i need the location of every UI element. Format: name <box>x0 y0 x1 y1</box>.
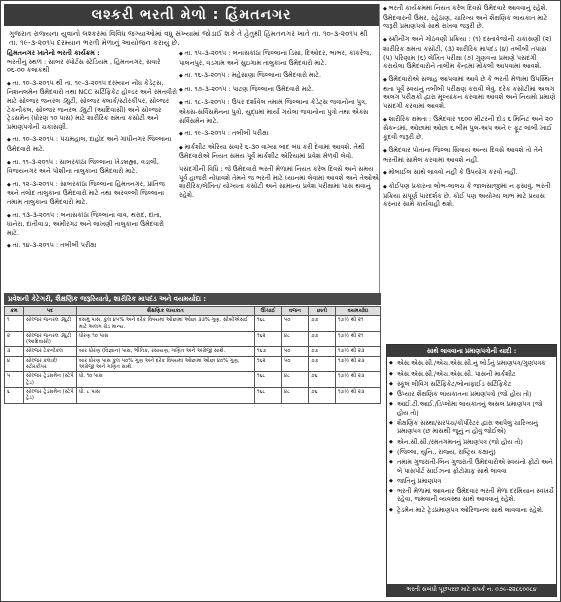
document-item: ◆ આઈ.ટી.આઈ./ડિપ્લોમા લાયકાતનું અસલ પ્રમાણપત્ર (જો હોય તો) <box>397 400 556 417</box>
table-cell: ૧૬૮ <box>255 372 282 388</box>
document-item: ◆ જાતિનું પ્રમાણપત્ર <box>397 477 556 485</box>
schedule-item: ◆ તા. ૧૪-૩-૨૦૧૫ : તબીબી પરીક્ષા <box>7 241 177 251</box>
documents-list <box>387 359 556 514</box>
col-header: ક્રમ <box>5 307 24 316</box>
contact-footer: ભરતી સંબંધી પૂછપરછ માટે સંપર્ક ન. ૦૭૯-૨૨૮૬૦૦૮૪ <box>387 584 556 596</box>
instruction-item: ◆ સ્ક્રીનીંગ અને ગોઠવણી પ્રક્રિયા : (૧) દસ્તાવેજોની ચકાસણી (૨) શારીરિક ક્ષમતા કસોટી, (૩) શારીરિક માપદંડ (૪) તબીબી તપાસ (પ) પરિણામ (૬) લેખિત પરીક્ષા (૭) ગુણવત્તા પ્રમાણે પસંદગી કરાયેલા ઉમેદવારોને તાલીમ કેન્દ્રમાં મોકલી આપવામાં આવશે. <box>383 35 557 71</box>
table-row <box>5 387 381 403</box>
middle-column <box>179 49 379 203</box>
schedule-item: ◆ તા. ૧૫-૩-૨૦૧૫ : બનાસકાંઠા જિલ્લાના ડિસા, દિઓદર, ભાભર, કાંકરેજ, પાલનપુર, વડગામ અને સુઇગામ તાલુકાના ઉમેદવારો માટે. <box>179 49 379 67</box>
table-cell: ૬ <box>5 387 24 403</box>
table-row <box>5 356 381 372</box>
col-header: વજન <box>282 307 309 316</box>
venue-text: ભરતીનું સ્થળ : સાબર સ્પોર્ટસ સ્ટેડિયમ , હિંમતનગર, સવારે ૦૬-૦૦ કલાકથી <box>7 57 161 75</box>
schedule-item: ◆ તા. ૧૦-૩-૨૦૧૫ થી તા. ૧૯-૩-૨૦૧૫ દરમ્યાન નોંધ કેડેટ્સ, નિશનલમેન ઉમેદવારો તથા NCC સર્ટિફિકેટ હોલ્ડર અને રમતવીરો માટે સોલ્જર જનરલ ડ્યુટી, સોલ્જર ક્લાર્ક/સ્ટોરકીપર, સોલ્જર ટેકનીકલ, સોલ્જર જનરલ ડ્યુટી (આદિવાસી) અને સોલ્જર ટ્રેડસમેન (ધોરણ ૧૦ પાસ) માટે શારીરિક ક્ષમતા કસોટી અને પ્રમાણપત્રોની ચકાસણી. <box>7 79 177 132</box>
document-item: ◆ એસ.એસ.સી./એચ.એસ.સી.નું બોર્ડનું પ્રમાણપત્ર/ગુણપત્રક <box>397 359 556 367</box>
table-cell: બાર ધોરણ પાસ કુલ ૫૦% ગુણ અને દરેક વિષયમાં ઓછામાં ઓછા ૪૦% ગુણ, અંગ્રેજી અને ગણિત સાથે. <box>77 356 255 372</box>
left-column <box>7 49 177 255</box>
table-cell: ૧ <box>5 316 24 332</box>
table-title: પ્રવેશની કેટેગરી, શૈક્ષણિક જરૂરિયાતો, શારીરિક માપદંડ અને વયમર્યાદા : <box>4 293 381 305</box>
table-cell: ૧૬૭ <box>255 347 282 356</box>
table-cell: સોલ્જર ટેકનીકલ <box>24 347 77 356</box>
table-cell: ધો. ૮ પાસ <box>77 387 255 403</box>
schedule-heading: હિંમતનગર ખાતેનો ભરતી કાર્યક્રમ : <box>7 49 100 57</box>
document-item: ◆ શૈક્ષણિક સંસ્થા/સરપંચ/કોર્પોરેટર દ્વારા આપેલું ચારિત્ર્યનું પ્રમાણપત્ર (છ માસથી જૂનું ન હોવું જોઈએ) <box>397 419 556 436</box>
table-row <box>5 331 381 347</box>
col-header: ઊંચાઈ <box>255 307 282 316</box>
instruction-item: ◆ ઉમેદવારોએ સલાહ આપવામાં આવે છે કે ભરતી મેળામાં ઉપસ્થિત થતા પૂર્વે સ્વયંનું તબીબી પરીક્ષણ કરાવી લેવું. દરેક કસોટીમાં અલગ અલગ પરીક્ષકો દ્વારા મૂલ્યાંકન કરવામાં આવશે અને નિયમો પ્રમાણે પસંદગી કરવામાં આવશે. <box>383 75 557 111</box>
instruction-item: ◆ શારીરિક ક્ષમતા : ઉમેદવાર ૧૬૦૦ મીટરની દોડ ૬ મિનિટ અને ૨૦ સેકન્ડમાં, ઓછામાં ઓછા ૬ બીમ પુલ-અપ અને ૯ ફૂટ લાંબી ખાઈ કૂદવી જરૂરી છે. <box>383 115 557 142</box>
schedule-item: ◆ તા. ૧૮-૩-૨૦૧૫ : ઉપર દર્શાવેલ તમામ જિલ્લાના કેડેટ્સ જવાનોના પુત્ર, એક્સ-સર્વિસમેનના પુત્રો, યુદ્ધમાં માર્યા ગયેલા જવાનોના પુત્રો તથા એક્સ સર્વિસમેન માટે. <box>179 98 379 125</box>
table-cell: ૧૭½ થી ૨૩ <box>336 387 381 403</box>
table-cell: ૫૦ <box>282 356 309 372</box>
schedule-item: ◆ તા. ૧૬-૩-૨૦૧૫ : મહેસાણા જિલ્લાના ઉમેદવારો માટે. <box>179 71 379 81</box>
table-cell: સોલ્જર જનરલ ડ્યુટી <box>24 316 77 332</box>
table-cell: ૧૭½ થી ૨૧ <box>336 316 381 332</box>
col-header: શૈક્ષણિક લાયકાત <box>77 307 255 316</box>
table-cell: ધો. ૧૦ પાસ <box>77 372 255 388</box>
column-divider <box>379 4 380 304</box>
table-cell: ૧૭½ થી ૨૧ <box>336 331 381 347</box>
table-cell: ૭૭ <box>309 356 336 372</box>
table-cell: ૧૬૨ <box>255 356 282 372</box>
document-item: ◆ (જિલ્લા, યુનિ., રાજ્ય, રાષ્ટ્રિય કક્ષાનું) <box>397 448 556 456</box>
table-cell: ૪૮ <box>282 372 309 388</box>
table-cell: સોલ્જર ક્લાર્ક/ સ્ટોરકીપર <box>24 356 77 372</box>
schedule-item: ◆ તા. ૧૦-૩-૨૦૧૫ : પંચમહાલ, દાહોદ અને ગાંધીનગર જિલ્લાના ઉમેદવારો માટે. <box>7 135 177 153</box>
table-cell: ૪ <box>5 356 24 372</box>
requirements-table <box>4 306 381 404</box>
table-cell: ૫૦ <box>282 347 309 356</box>
table-cell: ૭૭ <box>309 331 336 347</box>
table-cell: ૭૬ <box>309 387 336 403</box>
document-item: ◆ ઉપ્યાર શૈક્ષણિક લાયકાતના પ્રમાણપત્રો (જો હોય તો) <box>397 390 556 398</box>
table-cell: ૧૬૮ <box>255 316 282 332</box>
table-cell: દસમું પાસ, કુલ ૪૫% અને દરેક વિષયમાં ઓછામાં ઓછા ૩૩% ગુણ. સીબીએસઈ માટે અલગ ગ્રેડ માન્ય. <box>77 316 255 332</box>
table-cell: સોલ્જર જનરલ ડ્યુટી (આદિવાસી) <box>24 331 77 347</box>
page-title: લશ્કરી ભરતી મેળો : હિંમતનગર <box>4 4 379 26</box>
schedule-item: ◆ તા. ૧૩-૩-૨૦૧૫ : બનાસકાંઠા જિલ્લાના વાવ, થરાદ, દાંતા, ધાનેરા, દાંતીવાડા, અમીરગઢ અને લાખણી તાલુકાના ઉમેદવારો માટે. <box>7 211 177 238</box>
table-cell: ૫૦ <box>282 316 309 332</box>
table-row <box>5 347 381 356</box>
intro-text: ગુજરાત રાજ્યના યુવાનો લશ્કરમાં વિવિધ જગ્યાઓમાં વધુ સંખ્યામાં જોડાઈ શકે તે હેતુથી હિંમતનગર ખાતે તા. ૧૦-૩-૨૦૧૫ થી તા. ૧૯-૩-૨૦૧૫ દરમ્યાન ભરતી મેળાનું આયોજન કરાયું છે. <box>9 29 368 47</box>
table-cell: ૨ <box>5 331 24 347</box>
selection-procedure: પસંદગીની વિધિ : જે ઉમેદવારો ભરતી મેળામાં નિયત કરેલ દિવસે અને સમય પૂર્વ હાજરી નોંધાવશે તેમને જ ભરતી માટે ધ્યાનમાં લેવામાં આવશે અને તેઓએ શારીરિક/લેખિત/ યોગ્યતા કસોટી અને સામાન્ય પ્રવેશ પરીક્ષામાં પાસ થવાનું રહેશે. <box>179 164 379 199</box>
col-header: પદ <box>24 307 77 316</box>
table-cell: બાર ધોરણ (વિજ્ઞાન) પાસ, ભૌતિક, રસાયણ, ગણિત અને અંગ્રેજી સાથે. <box>77 347 255 356</box>
col-header: છાતી <box>309 307 336 316</box>
instruction-item: ◆ ઉમેદવાર પોતાના જિલ્લા સિવાય અન્ય દિવસે આવશે તો તેને ભરતીમાં સામેલ કરવામાં આવશે નહીં. <box>383 146 557 164</box>
table-cell: ૭૭ <box>309 316 336 332</box>
table-cell: ૧૬૨ <box>255 331 282 347</box>
table-cell: ૫ <box>5 372 24 388</box>
document-item: ◆ તમામ ગુજરાતી-બિન ગુજરાતી ઉમેદવારોએ સ્વયંનો ફોટો અને બે પાસપોર્ટ સાઈઝના ફોટોગ્રાફ સાથે લાવવા <box>397 458 556 475</box>
document-item: ◆ સ્કૂલ લીવિંગ સર્ટિફિકેટ/બોનાફાઈડ સર્ટિફિકેટ <box>397 380 556 388</box>
table-cell: ૪૮ <box>282 331 309 347</box>
documents-box <box>386 344 557 597</box>
document-item: ◆ ટ્રેડમેન માટે ટ્રેડપ્રમાણપત્ર ઓરિજનલ સાથે લાવવાના રહેશે. <box>397 506 556 514</box>
instruction-item: ◆ ભરતી કાર્યક્રમમાં નિયત કરેલ દિવસે ઉમેદવારે આવવાનું રહેશે. ઉમેદવારની ઉંમર, રહેઠાણ, ચારિત્ર્ય અને શૈક્ષણિક લાયકાત માટે જરૂરી પ્રમાણપત્રો સાથે રાખવા જરૂરી છે. <box>383 4 557 31</box>
schedule-item: ◆ માર્કશીટ એરિયા સવારે ૬-૩૦ વાગ્યા બાદ બંધ કરી દેવામાં આવશે. તેથી ઉમેદવારોએ નિયત સમય પૂર્વે માર્કશીટ એરિયામાં પ્રવેશ મેળવી લેવો. <box>179 143 379 161</box>
col-header: વયમર્યાદા <box>336 307 381 316</box>
table-row <box>5 316 381 332</box>
document-item: ◆ ભરતી મેળામાં આવનાર ઉમેદવાર ભરતી મેળા દરમિયાન સ્વખર્ચે રહેવા, જમવાની વ્યવસ્થા સાથે આવવાનું રહેશે. <box>397 487 556 504</box>
table-cell: ૩ <box>5 347 24 356</box>
instruction-item: ◆ મોબાઈલ સાથે લાવવો નહીં કે ઉપયોગ કરવો નહીં. <box>383 168 557 178</box>
table-cell: ધોરણ ૧૦ પાસ <box>77 331 255 347</box>
table-cell: ૧૭½ થી ૨૩ <box>336 347 381 356</box>
schedule-item: ◆ તા. ૧૨-૩-૨૦૧૫ : સાબરકાંઠા જિલ્લાના હિંમતનગર, પ્રાંતિજ અને તલોદ તાલુકાના ઉમેદવારો માટે તથા અરવલ્લી જિલ્લાના તમામ તાલુકાના ઉમેદવારો માટે. <box>7 180 177 207</box>
table-cell: ૭૭ <box>309 347 336 356</box>
table-cell: ૧૭½ થી ૨૩ <box>336 372 381 388</box>
table-cell: ૧૬૮ <box>255 387 282 403</box>
right-column <box>383 4 557 213</box>
instruction-item: ◆ કોઈપણ પ્રકારના લોભ-લાલચ કે જાલસાજીમાં ન ફસાવું. ભરતી પ્રક્રિયા સંપૂર્ણ પારદર્શક છે. કોઈ પણ અયોગ્ય લાભ માટે પ્રયાસ કરનાર સામે કાર્યવાહી થશે. <box>383 182 557 209</box>
table-cell: ૭૬ <box>309 372 336 388</box>
document-item: ◆ એસ.એસ.સી./એચ.એસ.સી. પાસની માર્કશીટ <box>397 370 556 378</box>
schedule-item: ◆ તા. ૧૭-૩-૨૦૧૫ : પાટણ જિલ્લાના ઉમેદવારો માટે. <box>179 85 379 95</box>
schedule-item: ◆ તા. ૧૯-૩-૨૦૧૫ : તબીબી પરીક્ષા <box>179 129 379 139</box>
table-header-row <box>5 307 381 316</box>
table-cell: ૪૮ <box>282 387 309 403</box>
table-cell: ૧૭½ થી ૨૩ <box>336 356 381 372</box>
table-cell: સોલ્જર ટ્રેડસમેન (સ્ટેપે ટ્રેડ) <box>24 372 77 388</box>
table-cell: સોલ્જર ટ્રેડસમેન (સ્ટેપે ટ્રેડ) <box>24 387 77 403</box>
documents-title: સાથે લાવવાના પ્રમાણપત્રોની યાદી : <box>387 345 556 357</box>
table-row <box>5 372 381 388</box>
document-item: ◆ એન.સી.સી./રમતગમતનું પ્રમાણપત્ર (જો હોય તો) <box>397 438 556 446</box>
schedule-item: ◆ તા. ૧૧-૩-૨૦૧૫ : સાબરકાંઠા જિલ્લાના ખેડબ્રહ્મા, વડાલી, વિજયનગર અને પોશીના તાલુકાના ઉમેદવારો માટે. <box>7 158 177 176</box>
